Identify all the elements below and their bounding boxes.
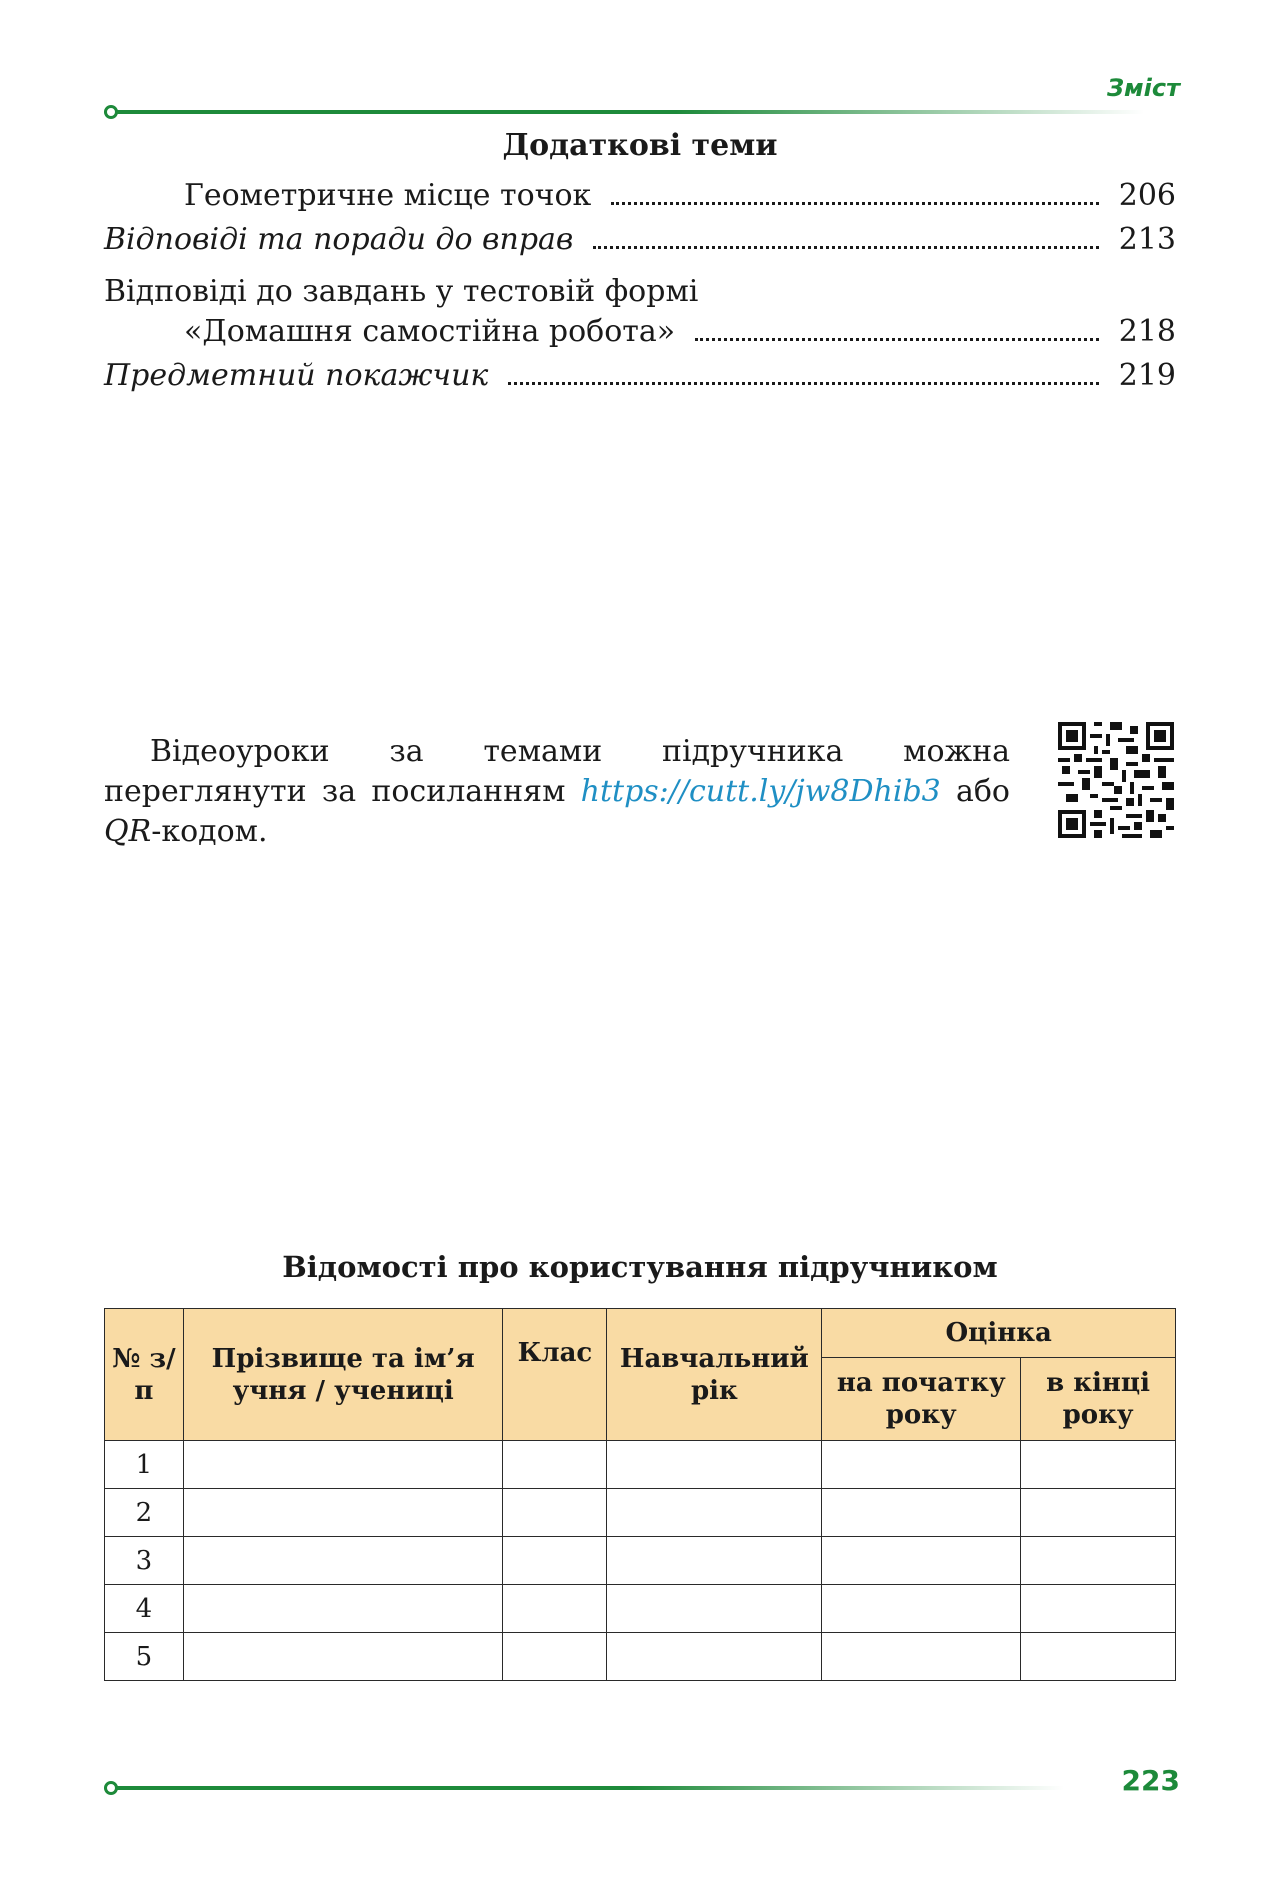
toc-entry-title-line1[interactable]: Відповіді до завдань у тестовій формі xyxy=(104,274,699,309)
running-head: Зміст xyxy=(1106,74,1180,102)
cell-grade-start[interactable] xyxy=(822,1537,1021,1585)
row-number: 4 xyxy=(105,1585,184,1633)
header-name: Прізвище та ім’я учня / учениці xyxy=(183,1309,503,1441)
table-row xyxy=(105,1585,1176,1633)
page-number: 223 xyxy=(1121,1764,1180,1797)
cell-name[interactable] xyxy=(183,1537,503,1585)
header-grade-end: в кінці року xyxy=(1021,1358,1176,1441)
cell-name[interactable] xyxy=(183,1489,503,1537)
video-text-end: -кодом. xyxy=(151,814,268,849)
table-row xyxy=(105,1441,1176,1489)
video-text: Відеоуроки за темами підручника можна переглянути за посиланням xyxy=(104,734,1010,809)
cell-year[interactable] xyxy=(607,1489,822,1537)
leader-dots xyxy=(611,202,1098,205)
cell-year[interactable] xyxy=(607,1633,822,1681)
bottom-rule xyxy=(104,1786,1064,1790)
video-text-middle: або xyxy=(940,774,1010,809)
row-number: 1 xyxy=(105,1441,184,1489)
cell-class[interactable] xyxy=(503,1585,607,1633)
toc-entry-page: 206 xyxy=(1118,178,1176,213)
header-grade: Оцінка xyxy=(822,1309,1176,1358)
toc-entry-title: Предметний покажчик xyxy=(104,358,489,393)
qr-code-icon[interactable] xyxy=(1058,722,1174,838)
leader-dots xyxy=(695,338,1099,341)
table-title: Відомості про користування підручником xyxy=(282,1250,998,1284)
top-rule-dot xyxy=(104,105,118,119)
header-number: № з/п xyxy=(105,1309,184,1441)
toc-entry[interactable] xyxy=(104,178,1176,222)
cell-grade-end[interactable] xyxy=(1021,1585,1176,1633)
top-rule xyxy=(104,110,1144,114)
leader-dots xyxy=(593,246,1098,249)
toc-entry-page: 219 xyxy=(1118,358,1176,393)
toc-entry-title: «Домашня самостійна робота» xyxy=(184,314,676,349)
header-class: Клас xyxy=(503,1309,607,1441)
cell-year[interactable] xyxy=(607,1441,822,1489)
cell-grade-end[interactable] xyxy=(1021,1489,1176,1537)
cell-year[interactable] xyxy=(607,1537,822,1585)
toc-entry[interactable] xyxy=(104,222,1176,266)
cell-grade-start[interactable] xyxy=(822,1585,1021,1633)
row-number: 3 xyxy=(105,1537,184,1585)
cell-class[interactable] xyxy=(503,1489,607,1537)
qr-letters: QR xyxy=(104,814,152,849)
cell-class[interactable] xyxy=(503,1633,607,1681)
cell-class[interactable] xyxy=(503,1441,607,1489)
cell-year[interactable] xyxy=(607,1585,822,1633)
video-lessons-paragraph xyxy=(104,732,1010,852)
toc-entry-title: Відповіді та поради до вправ xyxy=(104,222,574,257)
header-grade-start: на початку року xyxy=(822,1358,1021,1441)
cell-name[interactable] xyxy=(183,1585,503,1633)
header-year: Навчальний рік xyxy=(607,1309,822,1441)
toc-entry-page: 213 xyxy=(1118,222,1176,257)
row-number: 5 xyxy=(105,1633,184,1681)
cell-name[interactable] xyxy=(183,1633,503,1681)
row-number: 2 xyxy=(105,1489,184,1537)
cell-grade-start[interactable] xyxy=(822,1441,1021,1489)
cell-grade-start[interactable] xyxy=(822,1633,1021,1681)
cell-grade-end[interactable] xyxy=(1021,1537,1176,1585)
cell-grade-end[interactable] xyxy=(1021,1633,1176,1681)
bottom-rule-dot xyxy=(104,1781,118,1795)
usage-table xyxy=(104,1308,1176,1681)
section-title: Додаткові теми xyxy=(502,128,778,163)
toc-entry-page: 218 xyxy=(1118,314,1176,349)
cell-grade-start[interactable] xyxy=(822,1489,1021,1537)
video-link[interactable]: https://cutt.ly/jw8Dhib3 xyxy=(580,774,941,809)
leader-dots xyxy=(508,382,1098,385)
cell-class[interactable] xyxy=(503,1537,607,1585)
table-row xyxy=(105,1489,1176,1537)
toc-entry-title: Геометричне місце точок xyxy=(184,178,592,213)
cell-grade-end[interactable] xyxy=(1021,1441,1176,1489)
toc-entry[interactable] xyxy=(104,358,1176,402)
cell-name[interactable] xyxy=(183,1441,503,1489)
toc-entry[interactable] xyxy=(104,314,1176,358)
table-row xyxy=(105,1633,1176,1681)
contents-list xyxy=(104,178,1176,402)
table-row xyxy=(105,1537,1176,1585)
